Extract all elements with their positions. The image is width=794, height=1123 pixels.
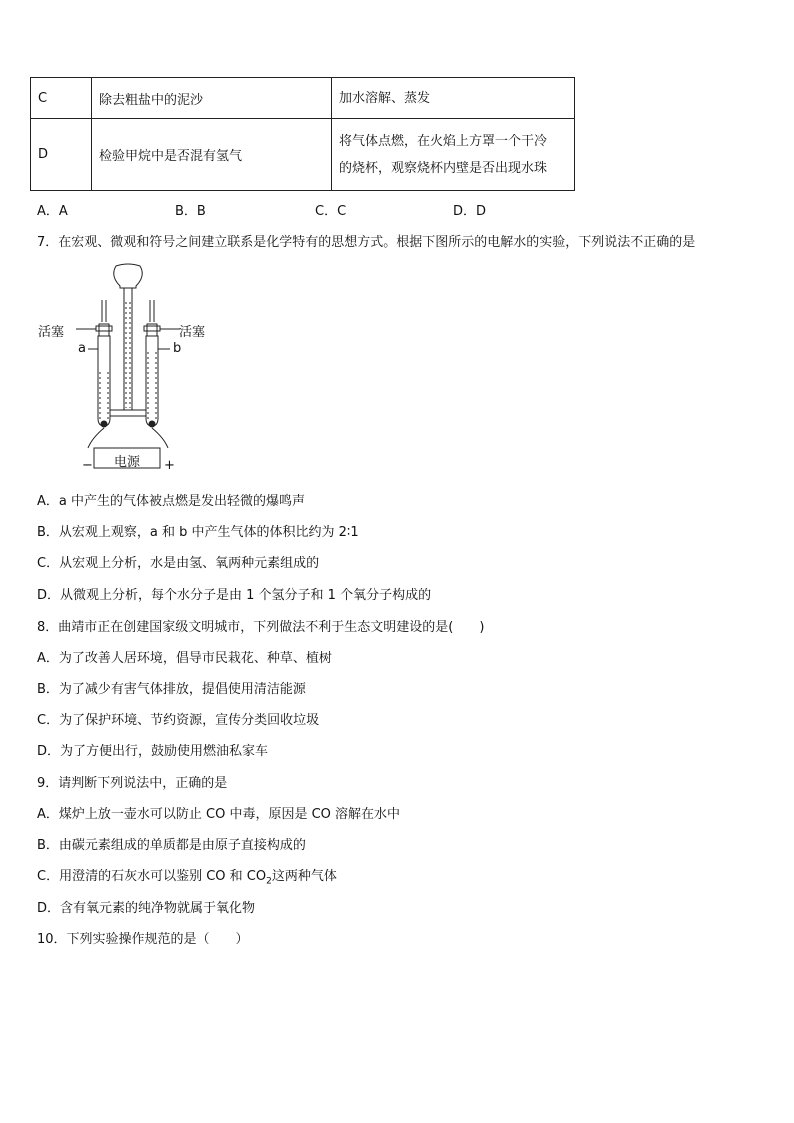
q8-option-b[interactable]: B．为了减少有害气体排放，提倡使用清洁能源 — [37, 682, 306, 697]
q9-option-c-text: C．用澄清的石灰水可以鉴别 CO 和 CO — [37, 869, 267, 884]
method-line: 将气体点燃，在火焰上方罩一个干冷 — [339, 133, 548, 149]
right-valve-label: 活塞 — [179, 325, 206, 340]
answer-option[interactable]: D．D — [453, 204, 487, 219]
table-cell-purpose: 检验甲烷中是否混有氢气 — [92, 119, 332, 191]
table-row — [31, 78, 575, 119]
q7-option-d[interactable]: D．从微观上分析，每个水分子是由 1 个氢分子和 1 个氧分子构成的 — [37, 588, 432, 603]
plus-label: + — [164, 458, 175, 473]
electrolysis-diagram — [38, 262, 228, 474]
table-cell-letter: C — [31, 78, 92, 119]
question-8-stem: 8．曲靖市正在创建国家级文明城市，下列做法不利于生态文明建设的是( ) — [37, 620, 485, 635]
left-valve-label: 活塞 — [38, 325, 65, 340]
question-10-stem: 10．下列实验操作规范的是（ ） — [37, 932, 249, 947]
question-9-stem: 9．请判断下列说法中，正确的是 — [37, 776, 228, 791]
question-7-stem: 7．在宏观、微观和符号之间建立联系是化学特有的思想方式。根据下图所示的电解水的实验，下列说法不正确的是 — [37, 235, 696, 250]
tube-a-label: a — [78, 341, 86, 356]
q9-option-d[interactable]: D．含有氧元素的纯净物就属于氧化物 — [37, 901, 256, 916]
table-cell-letter: D — [31, 119, 92, 191]
table-cell-method — [332, 119, 575, 191]
table-cell-method — [332, 78, 575, 119]
tube-b-label: b — [173, 341, 182, 356]
q9-option-c-suffix: 这两种气体 — [271, 869, 337, 884]
power-label: 电源 — [114, 455, 141, 470]
answer-option[interactable]: A．A — [37, 204, 68, 219]
q8-option-c[interactable]: C．为了保护环境、节约资源，宣传分类回收垃圾 — [37, 713, 320, 728]
minus-label: − — [82, 458, 93, 473]
q7-option-b[interactable]: B．从宏观上观察，a 和 b 中产生气体的体积比约为 2∶1 — [37, 525, 359, 540]
q9-option-b[interactable]: B．由碳元素组成的单质都是由原子直接构成的 — [37, 838, 306, 853]
table-cell-purpose: 除去粗盐中的泥沙 — [92, 78, 332, 119]
q9-option-c[interactable] — [37, 865, 337, 887]
q7-option-c[interactable]: C．从宏观上分析，水是由氢、氧两种元素组成的 — [37, 556, 320, 571]
q9-option-c-subscript: 2 — [266, 876, 272, 887]
q7-option-a[interactable]: A．a 中产生的气体被点燃是发出轻微的爆鸣声 — [37, 494, 305, 509]
method-line: 的烧杯，观察烧杯内壁是否出现水珠 — [339, 160, 548, 176]
q6-answer-row — [37, 200, 577, 218]
q9-option-a[interactable]: A．煤炉上放一壶水可以防止 CO 中毒，原因是 CO 溶解在水中 — [37, 807, 401, 822]
answer-option[interactable]: C．C — [315, 204, 347, 219]
electrolysis-apparatus-icon — [38, 262, 228, 474]
options-table — [30, 77, 575, 191]
q8-option-a[interactable]: A．为了改善人居环境，倡导市民栽花、种草、植树 — [37, 651, 332, 666]
q8-option-d[interactable]: D．为了方便出行，鼓励使用燃油私家车 — [37, 744, 269, 759]
method-line: 加水溶解、蒸发 — [339, 90, 431, 106]
answer-option[interactable]: B．B — [175, 204, 206, 219]
table-row — [31, 119, 575, 191]
